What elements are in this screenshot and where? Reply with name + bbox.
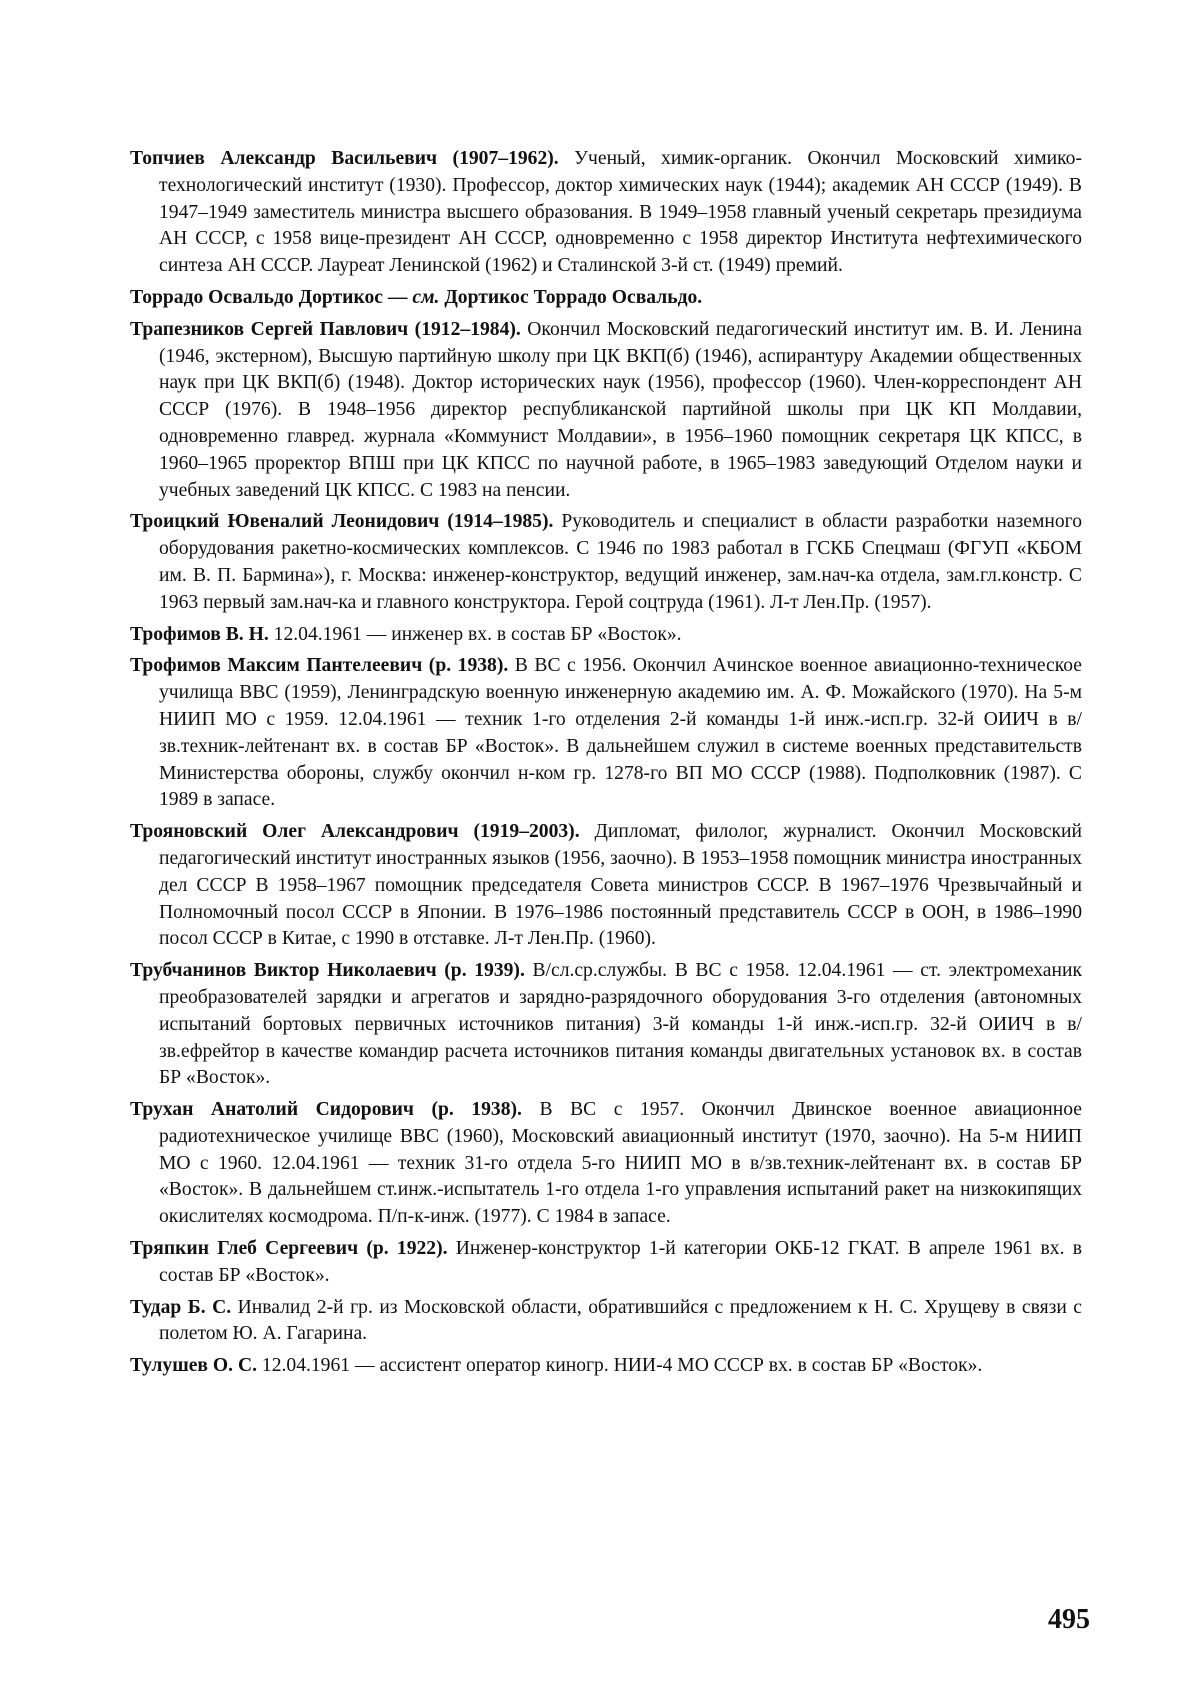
entry-headword: Тряпкин Глеб Сергеевич (р. 1922). bbox=[130, 1238, 448, 1260]
see-dash: — bbox=[383, 286, 413, 308]
entry-headword: Троицкий Ювеналий Леонидович (1914–1985). bbox=[130, 511, 554, 533]
entry-trubchaninov bbox=[130, 958, 1082, 1092]
entry-tudar bbox=[130, 1295, 1082, 1349]
entry-body: Дипломат, филолог, журналист. Окончил Московский педагогический институт иностранных языков (1956, заочно). В 1953–1958 помощник министра иностранных дел СССР В 1958–1967 помощник председателя Совета министров СССР. В 1967–1976 Чрезвычайный и Полномочный посол СССР в Японии. В 1976–1986 постоянный представитель СССР в ООН, в 1986–1990 посол СССР в Китае, с 1990 в отставке. Л-т Лен.Пр. (1960). bbox=[159, 821, 1082, 950]
entry-trukhan bbox=[130, 1097, 1082, 1231]
see-reference-target: Дортикос Торрадо Освальдо. bbox=[439, 286, 703, 308]
entry-body: Руководитель и специалист в области разработки наземного оборудования ракетно-космических комплексов. С 1946 по 1983 работал в ГСКБ Спецмаш (ФГУП «КБОМ им. В. П. Бармина»), г. Москва: инженер-конструктор, ведущий инженер, зам.нач-ка отдела, зам.гл.констр. С 1963 первый зам.нач-ка и главного конструктора. Герой соцтруда (1961). Л-т Лен.Пр. (1957). bbox=[159, 511, 1082, 613]
entry-headword: Тулушев О. С. bbox=[130, 1355, 257, 1377]
entry-torrado bbox=[130, 285, 1082, 312]
entry-body: В ВС с 1957. Окончил Двинское военное авиационное радиотехническое училище ВВС (1960), Московский авиационный институт (1970, заочно). На 5-м НИИП МО с 1960. 12.04.1961 — техник 31-го отдела 5-го НИИП МО в в/зв.техник-лейтенант вх. в состав БР «Восток». В дальнейшем ст.инж.-испытатель 1-го отдела 1-го управления испытаний ракет на низкокипящих окислителях космодрома. П/п-к-инж. (1977). С 1984 в запасе. bbox=[159, 1099, 1083, 1228]
entry-headword: Торрадо Освальдо Дортикос bbox=[130, 286, 383, 308]
entry-trofimov-vn bbox=[130, 622, 1082, 649]
page-number: 495 bbox=[1048, 1604, 1090, 1635]
entry-body: 12.04.1961 — ассистент оператор киногр. НИИ-4 МО СССР вх. в состав БР «Восток». bbox=[257, 1355, 983, 1377]
entry-headword: Трояновский Олег Александрович (1919–2003). bbox=[130, 821, 580, 843]
entry-body: В/сл.ср.службы. В ВС с 1958. 12.04.1961 — ст. электромеханик преобразователей зарядки и агрегатов и зарядно-разрядочного оборудования 3-го отделения (автономных испытаний бортовых первичных источников питания) 3-й команды 1-й инж.-исп.гр. 32-й ОИИЧ в в/зв.ефрейтор в качестве командир расчета источников питания команды двигательных установок вх. в состав БР «Восток». bbox=[159, 960, 1082, 1089]
entry-troitsky bbox=[130, 509, 1082, 616]
entry-tulushev bbox=[130, 1353, 1082, 1380]
entry-topchiev bbox=[130, 146, 1082, 280]
entry-body: В ВС с 1956. Окончил Ачинское военное авиационно-техническое училища ВВС (1959), Ленинградскую военную инженерную академию им. А. Ф. Можайского (1970). На 5-м НИИП МО с 1959. 12.04.1961 — техник 1-го отделения 2-й команды 1-й инж.-исп.гр. 32-й ОИИЧ в в/зв.техник-лейтенант вх. в состав БР «Восток». В дальнейшем служил в системе военных представительств Министерства обороны, службу окончил н-ком гр. 1278-го ВП МО СССР (1988). Подполковник (1987). С 1989 в запасе. bbox=[159, 655, 1082, 811]
see-reference-label: см. bbox=[412, 286, 440, 308]
entry-headword: Трофимов Максим Пантелеевич (р. 1938). bbox=[130, 655, 509, 677]
entry-headword: Трухан Анатолий Сидорович (р. 1938). bbox=[130, 1099, 522, 1121]
entry-headword: Тудар Б. С. bbox=[130, 1296, 232, 1318]
entry-trapeznikov bbox=[130, 317, 1082, 505]
entry-headword: Трубчанинов Виктор Николаевич (р. 1939). bbox=[130, 960, 525, 982]
entry-body: Инженер-конструктор 1-й категории ОКБ-12 ГКАТ. В апреле 1961 вх. в состав БР «Восток». bbox=[159, 1238, 1082, 1286]
entry-headword: Трапезников Сергей Павлович (1912–1984). bbox=[130, 318, 521, 340]
entry-trofimov-mp bbox=[130, 653, 1082, 814]
entry-headword: Топчиев Александр Васильевич (1907–1962). bbox=[130, 148, 559, 169]
entry-body: Инвалид 2-й гр. из Московской области, обратившийся с предложением к Н. С. Хрущеву в связи с полетом Ю. А. Гагарина. bbox=[159, 1296, 1082, 1345]
dictionary-page bbox=[130, 146, 1082, 1385]
entry-headword: Трофимов В. Н. bbox=[130, 623, 269, 645]
entry-body: Окончил Московский педагогический институт им. В. И. Ленина (1946, экстерном), Высшую партийную школу при ЦК ВКП(б) (1946), аспирантуру Академии общественных наук при ЦК ВКП(б) (1948). Доктор исторических наук (1956), профессор (1960). Член-корреспондент АН СССР (1976). В 1948–1956 директор республиканской партийной школы при ЦК КП Молдавии, одновременно главред. журнала «Коммунист Молдавии», в 1956–1960 помощник секретаря ЦК КПСС, в 1960–1965 проректор ВПШ при ЦК КПСС по научной работе, в 1965–1983 заведующий Отделом науки и учебных заведений ЦК КПСС. С 1983 на пенсии. bbox=[159, 318, 1082, 501]
entry-body: 12.04.1961 — инженер вх. в состав БР «Восток». bbox=[268, 623, 682, 645]
entry-troyanovsky bbox=[130, 819, 1082, 953]
entry-tryapkin bbox=[130, 1236, 1082, 1290]
entry-body: Ученый, химик-органик. Окончил Московский химико-технологический институт (1930). Профессор, доктор химических наук (1944); академик АН СССР (1949). В 1947–1949 заместитель министра высшего образования. В 1949–1958 главный ученый секретарь президиума АН СССР, с 1958 вице-президент АН СССР, одновременно с 1958 директор Института нефтехимического синтеза АН СССР. Лауреат Ленинской (1962) и Сталинской 3-й ст. (1949) премий. bbox=[159, 148, 1082, 277]
